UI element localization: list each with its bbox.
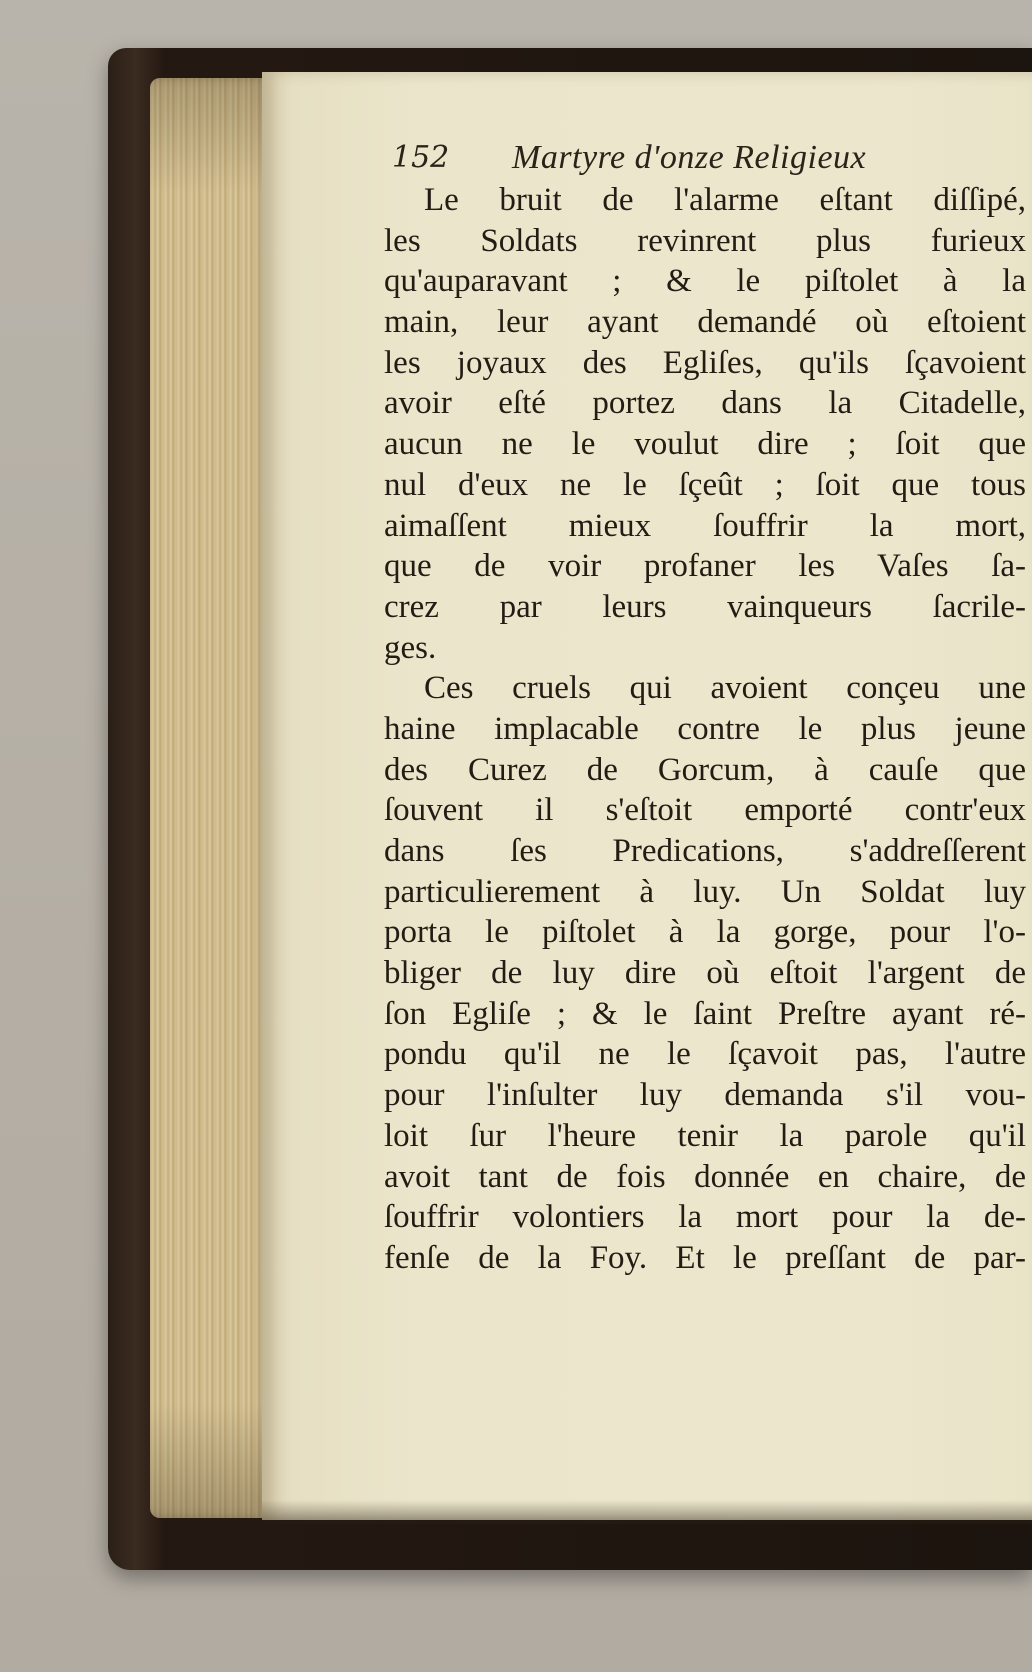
- body-text: [384, 180, 1026, 1279]
- text-line: aimaſſent mieux ſouffrir la mort,: [384, 507, 1026, 544]
- text-line: haine implacable contre le plus jeune: [384, 710, 1026, 747]
- text-line: Ces cruels qui avoient conçeu une: [424, 670, 1026, 707]
- paragraph-1: [384, 180, 1026, 668]
- text-line: ſouffrir volontiers la mort pour la de-: [384, 1199, 1026, 1236]
- text-line: ges.: [384, 629, 437, 666]
- text-line: fenſe de la Foy. Et le preſſant de par-: [384, 1239, 1026, 1276]
- text-line: pondu qu'il ne le ſçavoit pas, l'autre: [384, 1036, 1026, 1073]
- text-line: les joyaux des Egliſes, qu'ils ſçavoient: [384, 344, 1026, 381]
- text-line: ſon Egliſe ; & le ſaint Preſtre ayant ré-: [384, 995, 1026, 1032]
- page-bottom-shadow: [262, 1500, 1032, 1524]
- running-head: [392, 140, 1012, 180]
- text-line: qu'auparavant ; & le piſtolet à la: [384, 263, 1026, 300]
- text-line: Le bruit de l'alarme eſtant diſſipé,: [424, 182, 1026, 218]
- text-line: loit ſur l'heure tenir la parole qu'il: [384, 1117, 1026, 1154]
- text-line: porta le piſtolet à la gorge, pour l'o-: [384, 914, 1026, 951]
- text-line: les Soldats revinrent plus furieux: [384, 222, 1026, 259]
- text-line: crez par leurs vainqueurs ſacrile-: [384, 588, 1026, 625]
- page-number: 152: [392, 140, 450, 175]
- text-line: main, leur ayant demandé où eſtoient: [384, 304, 1026, 341]
- text-line: que de voir profaner les Vaſes ſa-: [384, 548, 1026, 585]
- text-line: des Curez de Gorcum, à cauſe que: [384, 751, 1026, 788]
- text-line: dans ſes Predications, s'addreſſerent: [384, 833, 1026, 869]
- paragraph-2: [384, 668, 1026, 1278]
- text-line: particulierement à luy. Un Soldat luy: [384, 873, 1026, 910]
- text-line: nul d'eux ne le ſçeût ; ſoit que tous: [384, 466, 1026, 503]
- text-line: pour l'inſulter luy demanda s'il vou-: [384, 1077, 1026, 1114]
- text-line: ſouvent il s'eſtoit emporté contr'eux: [384, 792, 1026, 829]
- text-line: aucun ne le voulut dire ; ſoit que: [384, 426, 1026, 463]
- text-line: avoit tant de fois donnée en chaire, de: [384, 1158, 1026, 1195]
- page-edges: [150, 78, 268, 1518]
- running-title: Martyre d'onze Religieux: [512, 139, 867, 176]
- text-line: bliger de luy dire où eſtoit l'argent de: [384, 955, 1026, 992]
- text-line: avoir eſté portez dans la Citadelle,: [384, 385, 1026, 422]
